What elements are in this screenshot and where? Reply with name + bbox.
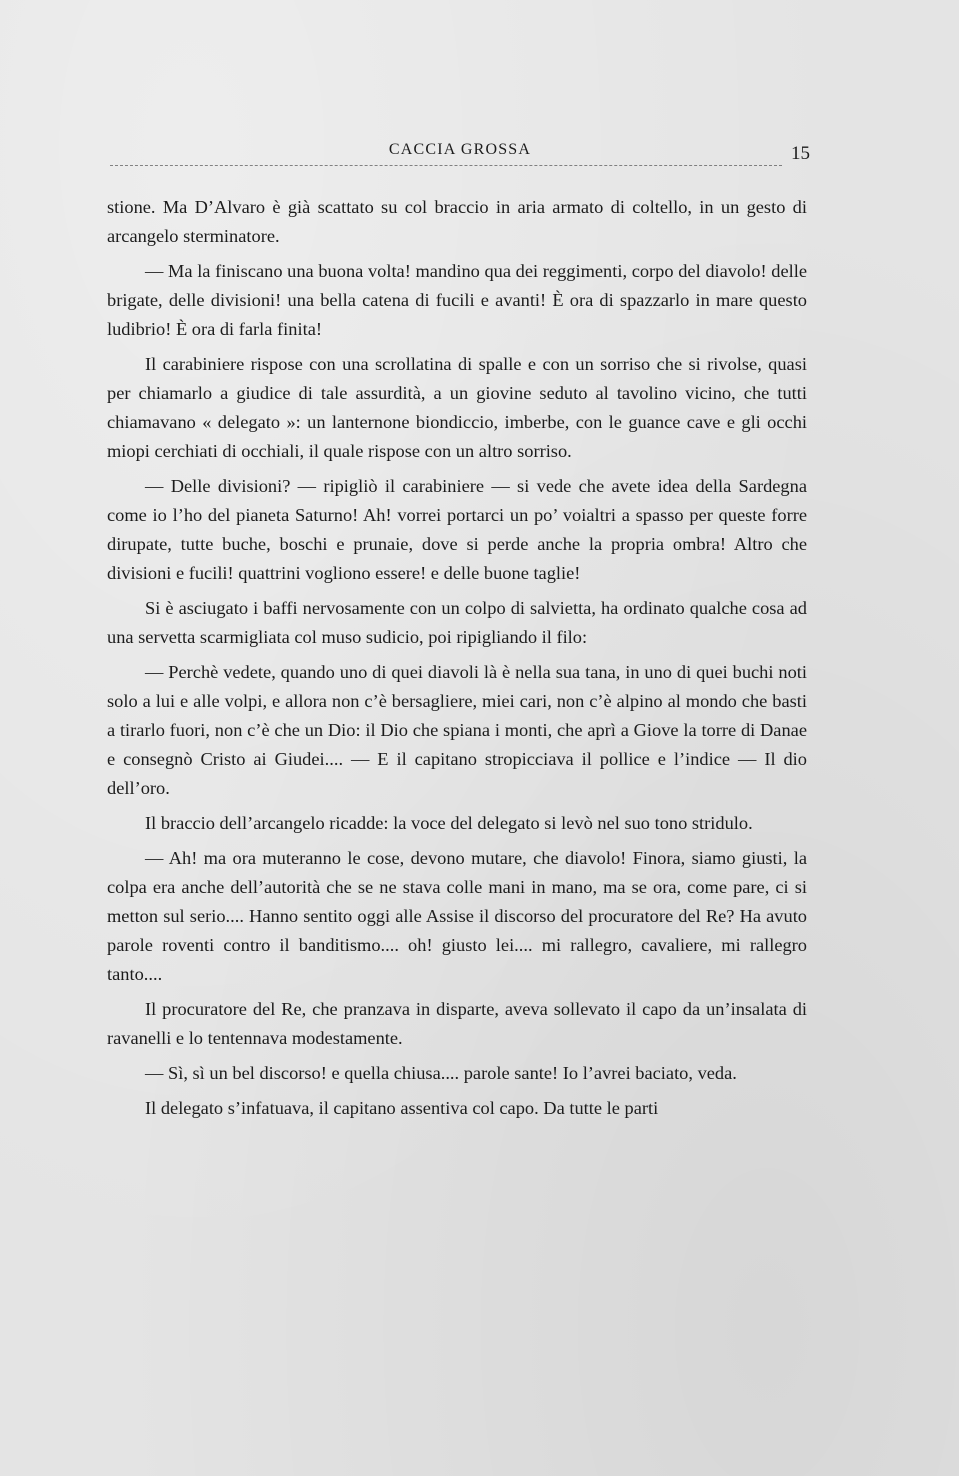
- paragraph-continuation: stione. Ma D’Alvaro è già scattato su col braccio in aria armato di coltello, in un gesto di arcangelo sterminatore.: [107, 197, 807, 246]
- paragraph: — Ah! ma ora muteranno le cose, devono mutare, che diavolo! Finora, siamo giusti, la colpa era anche dell’autorità che se ne stava colle mani in mano, ma se ora, come pare, ci si metton sul serio.... Hanno sentito oggi alle Assise il discorso del procuratore del Re? Ha avuto parole roventi contro il banditismo.... oh! giusto lei.... mi rallegro, cavaliere, mi rallegro tanto....: [107, 848, 807, 984]
- page-number: 15: [791, 143, 810, 164]
- paragraph: — Perchè vedete, quando uno di quei diavoli là è nella sua tana, in uno di quei buchi noti solo a lui e alle volpi, e allora non c’è bersagliere, miei cari, non c’è alpino al mondo che basti a tirarlo fuori, non c’è che un Dio: il Dio che spiana i monti, che aprì a Giove la torre di Danae e consegnò Cristo ai Giudei.... — E il capitano stropicciava il pollice e l’indice — Il dio dell’oro.: [107, 662, 807, 798]
- paragraph: Il procuratore del Re, che pranzava in disparte, aveva sollevato il capo da un’insalata di ravanelli e lo tentennava modestamente.: [107, 999, 807, 1048]
- paragraph: — Ma la finiscano una buona volta! mandino qua dei reggimenti, corpo del diavolo! delle brigate, delle divisioni! una bella catena di fucili e avanti! È ora di spazzarlo in mare questo ludibrio! È ora di farla finita!: [107, 261, 807, 339]
- paragraph: Si è asciugato i baffi nervosamente con un colpo di salvietta, ha ordinato qualche cosa ad una servetta scarmigliata col muso sudicio, poi ripigliando il filo:: [107, 598, 807, 647]
- paragraph: — Sì, sì un bel discorso! e quella chiusa.... parole sante! Io l’avrei baciato, veda.: [145, 1063, 737, 1083]
- paragraph: Il carabiniere rispose con una scrollatina di spalle e con un sorriso che si rivolse, quasi per chiamarlo a giudice di tale assurdità, a un giovine seduto al tavolino vicino, che tutti chiamavano « delegato »: un lanternone biondiccio, imberbe, con le guance cave e gli occhi miopi cerchiati di occhiali, il quale rispose con un altro sorriso.: [107, 354, 807, 461]
- body-text: [107, 193, 807, 1123]
- paragraph: — Delle divisioni? — ripigliò il carabiniere — si vede che avete idea della Sardegna come io l’ho del pianeta Saturno! Ah! vorrei portarci un po’ voialtri a spasso per queste forre dirupate, tutte buche, boschi e prunaie, dove si perde anche la propria ombra! Altro che divisioni e fucili! quattrini vogliono essere! e delle buone taglie!: [107, 476, 807, 583]
- running-title: CACCIA GROSSA: [388, 141, 532, 158]
- paragraph: Il delegato s’infatuava, il capitano assentiva col capo. Da tutte le parti: [145, 1098, 659, 1118]
- running-head: [110, 141, 810, 171]
- paragraph: Il braccio dell’arcangelo ricadde: la voce del delegato si levò nel suo tono stridulo.: [145, 813, 753, 833]
- header-rule: [110, 165, 782, 166]
